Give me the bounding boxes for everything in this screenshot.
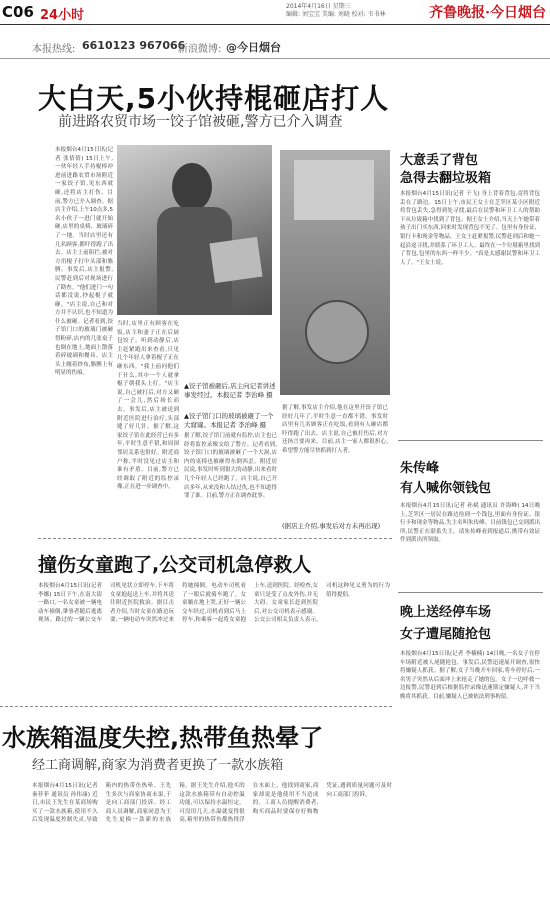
section-name: 24小时	[40, 8, 85, 23]
photo-restaurant-owner	[117, 145, 272, 315]
story-divider	[38, 538, 392, 539]
sidebar-divider2	[398, 592, 543, 593]
brand-logo: 齐鲁晚报·今日烟台	[429, 5, 546, 21]
story2-body: 本报烟台4月15日讯(记者 李娜) 15日下午,在南大街一路口,一名女童被一辆电动车撞倒,肇事者随后逃离现场。路过的一辆公交车司机见状立即停车,下车将女童抱起送上车,并将其送往附近医院救治。据目击者介绍,当时女童在路边玩耍,一辆电动车突然冲过来将她撞倒。电动车司机看了一眼后就骑车跑了。女童躺在地上哭,正好一辆公交车经过,司机看到后马上停车,和乘客一起将女童抱上车,送到医院。经检查,女童只是受了点皮外伤,并无大碍。女童家长赶到医院后,对公交司机表示感谢。公交公司相关负责人表示,司机这种见义勇为的行为值得提倡。	[38, 583, 390, 624]
date-text: 2014年4月16日 星期三	[286, 3, 351, 10]
hotline-numbers: 6610123 967066	[82, 39, 186, 52]
date-line	[286, 3, 386, 19]
sidebar-divider	[398, 440, 543, 441]
sidebar2-title1: 朱传峰	[400, 461, 440, 476]
weibo-handle: @今日烟台	[226, 41, 281, 54]
page-number: C06	[2, 3, 34, 21]
main-story-col4: 据了解,事发店主介绍,他在这里开饺子馆已经好几年了,平时生意一直都不错。事发时店里有几名顾客正在吃饭,看到有人砸店都吓得跑了出去。店主说,自己被打伤后,对方还扬言要再来。目前,店主一家人都很担心,希望警方能尽快抓到打人者。	[282, 405, 388, 454]
photo-restaurant-interior	[280, 150, 390, 395]
sidebar2-body: 本报烟台4月15日讯(记者 孙斌 通讯员 许海峰) 14日晚上,芝罘区一居民在路边捡到一个钱包,里面有身份证、银行卡和现金等物品,失主名叫朱传峰。目前钱包已交到派出所,民警正在联系失主。请朱传峰看到报道后,携带有效证件到派出所领取。	[400, 503, 540, 544]
sidebar3-body: 本报烟台4月15日讯(记者 李楠楠) 14日晚,一名女子在停车场附近被人尾随抢包。事发后,民警迅速展开调查,很快将嫌疑人抓获。据了解,女子当晚开车回家,将车停好后,一名男子突然从后面冲上来抢走了她的包。女子一边呼救一边报警,民警赶到后根据监控录像迅速锁定嫌疑人,并于当晚将其抓获。目前,嫌疑人已被依法刑事拘留。	[400, 651, 540, 700]
main-headline: 大白天,5小伙持棍砸店打人	[38, 82, 390, 115]
weibo-label: 新浪微博:	[178, 44, 222, 55]
sidebar2-title2: 有人喊你领钱包	[400, 481, 492, 496]
editor-text: 编辑: 刘宝宝 美编: 刘晓 校对: 韦书林	[286, 11, 386, 18]
main-subhead: 前进路农贸市场一饺子馆被砸,警方已介入调查	[58, 114, 343, 130]
sidebar3-title2: 女子遭尾随抢包	[400, 627, 492, 642]
main-story-col4-end: (据店主介绍,事发后对方未再出现)	[282, 522, 381, 530]
photo-window	[294, 160, 374, 220]
main-story-col2: 当时,店里正有顾客在吃饭,店主和妻子正在后厨包饺子。听到动静后,店主赶紧跑出来查看,只见几个年轻人拿着棍子正在砸东西。"我上前问他们干什么,其中一个人就拿棍子朝我头上打。"店主说,自己被打后,对方又砸了一会儿,然后扬长而去。事发后,店主被送到附近医院进行治疗,头部缝了好几针。据了解,这家饺子馆在此经营已有多年,平时生意不错,和周围邻居关系也很好。附近商户称,平时没见过店主和谁有矛盾。目前,警方已经调取了附近的监控录像,正在进一步调查中。	[117, 321, 179, 491]
main-story-col1: 本报烟台4月15日讯(记者 张倩倩) 15日上午,一伙年轻人手持棍棒冲进前进路农贸市场附近一家饺子馆,见东西就砸,还将店主打伤。目前,警方已介入调查。据店主介绍,上午10点多,5名小伙子一进门就开始砸,店里的桌椅、玻璃碎了一地。当时店里还有几名顾客,都吓得跑了出去。店主上前阻拦,被对方用棍子打中头部和胳膊。事发后,店主报警,民警赶到后对现场进行了勘查。"他们进门一句话都没说,抄起棍子就砸。"店主说,自己和对方并不认识,也不知道为什么被砸。记者看到,饺子馆门口的玻璃门被砸得粉碎,店内的几张桌子也倒在地上,地面上散落着碎玻璃和餐具。店主头上缠着纱布,胳膊上有明显的伤痕。	[55, 147, 113, 377]
sidebar1-title2: 急得去翻垃圾箱	[400, 171, 492, 186]
photo-documents	[209, 237, 262, 283]
photo-broken-glass	[305, 300, 369, 364]
story-divider2	[0, 706, 392, 707]
sidebar1-title1: 大意丢了背包	[400, 153, 479, 168]
story3-headline: 水族箱温度失控,热带鱼热晕了	[2, 724, 324, 752]
story3-subhead: 经工商调解,商家为消费者更换了一款水族箱	[32, 758, 284, 773]
main-story-col3: 据了解,饺子馆门前就有监控,店主也已经将监控录像交给了警方。记者看到,饺子馆门口的玻璃被砸了一个大洞,店内的桌椅也被砸得东倒西歪。附近居民说,事发时听到很大的动静,出来看时几个年轻人已经跑了。店主说,自己开店多年,从来没和人结过仇,也不知道得罪了谁。目前,警方正在调查此事。	[184, 433, 277, 500]
divider	[0, 58, 550, 59]
photo-figure-head	[172, 163, 212, 211]
hotline-label: 本报热线:	[32, 44, 76, 55]
photo2-caption: ▲饺子馆门口的玻璃被砸了一个大窟窿。本报记者 李治峰 摄	[184, 412, 274, 429]
sidebar3-title1: 晚上送经停车场	[400, 605, 492, 620]
sidebar1-body: 本报烟台4月15日讯(记者 于飞) 身上背着背包,竟将背包丢在了路边。15日上午,市民王女士在芝罘区某小区附近将背包丢失,急得到处寻找,最后在民警和环卫工人的帮助下从垃圾箱中找到了背包。据王女士介绍,当天上午她带着孩子出门买东西,回来时发现背包不见了。包里有身份证、银行卡和现金等物品。王女士赶紧报警,民警赶到后和她一起沿途寻找,并联系了环卫工人。最终在一个垃圾箱里找到了背包,包里的东西一样不少。"真是太感谢民警和环卫工人了。"王女士说。	[400, 191, 540, 266]
hotline-bar	[0, 34, 550, 56]
story2-headline: 撞伤女童跑了,公交司机急停救人	[38, 554, 312, 576]
photo1-caption: ▲饺子馆被砸后,店主向记者讲述事发经过。本报记者 李治峰 摄	[184, 382, 276, 399]
story3-body: 本报烟台4月15日讯(记者 秦菲菲 通讯员 孙伟康) 近日,市民王先生在某商场购买了一款水族箱,使用不久后发现温度控制失灵,导致箱内的热带鱼热晕。王先生多次与商家协商未果,于是向工商部门投诉。经工商人员调解,商家同意为王先生更换一款新的水族箱。据王先生介绍,他买的这款水族箱带有自动控温功能,可以保持水温恒定。可没用几天,水温就变得很高,箱里的热带鱼都热得浮在水面上。他找到商家,商家却说是他使用不当造成的。工商人员提醒消费者,购买商品时要保存好购物凭证,遇到质量问题可及时向工商部门投诉。	[32, 783, 392, 824]
